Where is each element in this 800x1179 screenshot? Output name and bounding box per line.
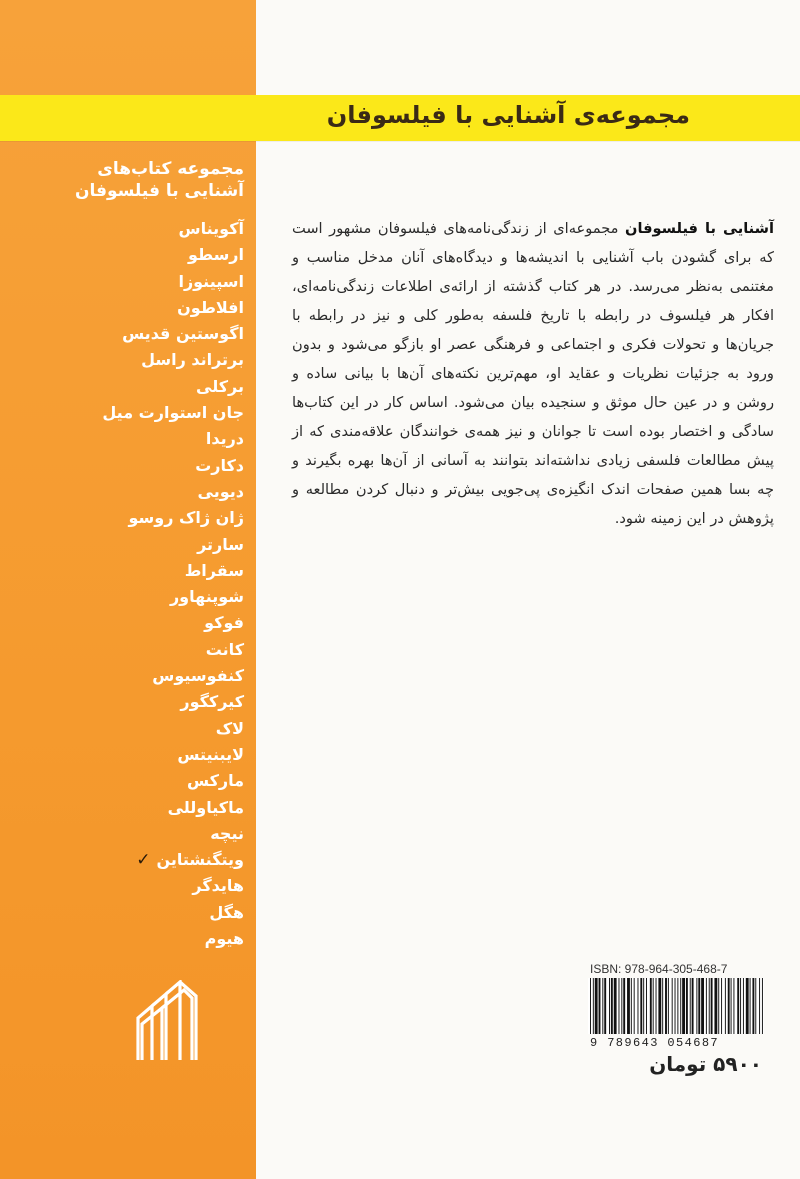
- barcode-bar: [599, 978, 601, 1034]
- barcode-bar: [731, 978, 732, 1034]
- barcode-bar: [646, 978, 647, 1034]
- philosopher-title-item: [14, 926, 244, 952]
- barcode-bar: [755, 978, 756, 1034]
- barcode-bar: [590, 978, 591, 1034]
- barcode-bar: [709, 978, 710, 1034]
- barcode-digits: 9 789643 054687: [590, 1036, 720, 1050]
- barcode-bar: [634, 978, 635, 1034]
- description-body: مجموعه‌ای از زندگی‌نامه‌های فیلسوفان مشهور است که برای گشودن باب آشنایی با اندیشه‌ها و دیدگاه‌های آنان مدخل مناسب و مغتنمی به‌نظر می‌رسد. در هر کتاب گذشته از ارائه‌ی اطلاعات زندگی‌نامه‌ای، افکار هر فیلسوف در رابطه با تاریخ فلسفه به‌طور کلی و نیز در رابطه با جریان‌ها و تحولات فکری و اجتماعی و فرهنگی عصر او بازگو می‌شود و بدون ورود به جزئیات نظریات و عقاید او، مهم‌ترین نکته‌های آن‌ها با بیانی ساده و روشن و در عین حال موثق و سنجیده بیان می‌شود. اساس کار در این کتاب‌ها سادگی و اختصار بوده است تا جوانان و نیز همه‌ی خوانندگان علاقه‌مندی که از پیش مطالعات فلسفی زیادی نداشته‌اند بتوانند به آسانی از آن‌ها بهره بگیرند و چه بسا همین صفحات اندک انگیزه‌ی پی‌جویی بیش‌تر و دنبال کردن مطالعه و پژوهش در این زمینه شود.: [292, 220, 774, 527]
- barcode-bar: [602, 978, 603, 1034]
- publisher-logo-icon: [132, 980, 202, 1062]
- barcode-bar: [643, 978, 644, 1034]
- series-description: [292, 214, 774, 533]
- philosopher-title-item: [14, 558, 244, 584]
- barcode-bar: [623, 978, 625, 1034]
- series-heading-line1: مجموعه کتاب‌های: [97, 159, 244, 179]
- barcode: [588, 978, 764, 1034]
- philosopher-title-item: [14, 242, 244, 268]
- barcode-bar: [611, 978, 613, 1034]
- barcode-bar: [686, 978, 688, 1034]
- series-heading-line2: آشنایی با فیلسوفان: [74, 181, 244, 201]
- barcode-bar: [714, 978, 717, 1034]
- barcode-bar: [638, 978, 639, 1034]
- barcode-bar: [653, 978, 654, 1034]
- philosopher-title-item: [14, 900, 244, 926]
- barcode-bar: [690, 978, 691, 1034]
- barcode-bar: [658, 978, 661, 1034]
- barcode-bar: [737, 978, 739, 1034]
- price-label: ۵۹۰۰ تومان: [649, 1052, 762, 1076]
- series-list-heading: [24, 158, 244, 202]
- barcode-bar: [614, 978, 617, 1034]
- philosopher-title-label: سقراط: [184, 560, 244, 580]
- barcode-bar: [706, 978, 707, 1034]
- philosopher-title-label: آکویناس: [178, 219, 244, 238]
- barcode-bar: [593, 978, 594, 1034]
- philosopher-title-label: برکلی: [196, 376, 244, 396]
- barcode-bar: [728, 978, 730, 1034]
- philosopher-title-label: جان استوارت میل: [102, 403, 244, 423]
- philosopher-title-item: [14, 453, 244, 479]
- barcode-bar: [752, 978, 754, 1034]
- philosopher-title-item: [14, 505, 244, 531]
- philosopher-title-label: سارتر: [197, 534, 244, 554]
- philosopher-title-item: [14, 374, 244, 400]
- philosopher-title-label: هگل: [209, 902, 244, 922]
- barcode-bar: [750, 978, 751, 1034]
- philosopher-title-item: [14, 269, 244, 295]
- philosopher-title-label: ویتگنشتاین: [156, 850, 244, 870]
- philosopher-title-label: اگوستین قدیس: [122, 324, 244, 344]
- barcode-bar: [725, 978, 726, 1034]
- philosopher-title-label: برتراند راسل: [141, 350, 244, 370]
- philosopher-title-item: [14, 637, 244, 663]
- philosopher-title-item: [14, 847, 244, 873]
- barcode-bar: [609, 978, 610, 1034]
- barcode-bar: [627, 978, 630, 1034]
- philosopher-title-item: [14, 873, 244, 899]
- checkmark-icon: ✓: [136, 850, 151, 871]
- philosopher-title-label: ارسطو: [187, 245, 244, 265]
- philosopher-title-label: لاک: [215, 718, 244, 738]
- barcode-bar: [701, 978, 704, 1034]
- barcode-bar: [662, 978, 663, 1034]
- philosopher-title-item: [14, 821, 244, 847]
- philosopher-title-label: اسپینوزا: [178, 271, 244, 291]
- barcode-bar: [650, 978, 652, 1034]
- philosopher-title-item: [14, 321, 244, 347]
- barcode-bar: [668, 978, 669, 1034]
- philosopher-title-label: شوپنهاور: [169, 587, 244, 607]
- banner-title: مجموعه‌ی آشنایی با فیلسوفان: [326, 101, 690, 129]
- philosopher-title-item: [14, 347, 244, 373]
- barcode-bar: [675, 978, 676, 1034]
- philosopher-title-label: افلاطون: [177, 297, 244, 317]
- philosopher-title-label: کانت: [205, 639, 244, 659]
- philosopher-title-item: [14, 795, 244, 821]
- barcode-bar: [698, 978, 700, 1034]
- philosopher-title-item: [14, 426, 244, 452]
- philosopher-title-item: [14, 479, 244, 505]
- philosopher-title-item: [14, 584, 244, 610]
- philosopher-title-label: ژان ژاک روسو: [128, 508, 244, 528]
- philosopher-title-item: [14, 689, 244, 715]
- philosopher-title-item: [14, 216, 244, 242]
- barcode-bar: [759, 978, 760, 1034]
- philosopher-title-label: کنفوسیوس: [152, 666, 244, 686]
- barcode-bar: [672, 978, 673, 1034]
- barcode-bar: [696, 978, 697, 1034]
- barcode-bar: [711, 978, 713, 1034]
- philosopher-title-item: [14, 768, 244, 794]
- philosopher-title-label: هیوم: [204, 929, 244, 949]
- philosopher-title-label: دیویی: [197, 481, 244, 501]
- barcode-bar: [604, 978, 606, 1034]
- barcode-bar: [733, 978, 734, 1034]
- barcode-bar: [692, 978, 694, 1034]
- barcode-bar: [631, 978, 632, 1034]
- philosopher-title-label: فوکو: [204, 613, 244, 633]
- philosopher-title-label: لایبنیتس: [177, 744, 244, 764]
- philosopher-title-item: [14, 400, 244, 426]
- philosopher-title-label: ماکیاوللی: [167, 797, 244, 817]
- barcode-bar: [665, 978, 667, 1034]
- philosopher-title-label: کیرکگور: [180, 692, 244, 712]
- barcode-bar: [721, 978, 722, 1034]
- barcode-bar: [656, 978, 657, 1034]
- philosopher-title-item: [14, 716, 244, 742]
- philosopher-title-item: [14, 532, 244, 558]
- philosopher-title-label: مارکس: [186, 771, 244, 791]
- philosopher-title-label: هایدگر: [192, 876, 244, 896]
- philosopher-title-item: [14, 610, 244, 636]
- philosopher-title-item: [14, 663, 244, 689]
- barcode-bar: [743, 978, 744, 1034]
- barcode-bar: [746, 978, 749, 1034]
- barcode-bar: [740, 978, 741, 1034]
- philosopher-title-label: نیچه: [210, 823, 244, 843]
- description-lead: آشنایی با فیلسوفان: [625, 220, 774, 237]
- barcode-bar: [762, 978, 763, 1034]
- barcode-bar: [680, 978, 681, 1034]
- barcode-bar: [621, 978, 622, 1034]
- barcode-bar: [682, 978, 685, 1034]
- barcode-bar: [677, 978, 678, 1034]
- philosopher-title-item: [14, 295, 244, 321]
- barcode-bar: [619, 978, 620, 1034]
- isbn-label: ISBN: 978-964-305-468-7: [590, 962, 728, 976]
- philosopher-title-label: دکارت: [195, 455, 244, 475]
- philosopher-title-list: [14, 216, 244, 952]
- barcode-bar: [718, 978, 719, 1034]
- barcode-bar: [640, 978, 642, 1034]
- barcode-bar: [595, 978, 598, 1034]
- series-banner: [0, 95, 800, 141]
- philosopher-title-label: دریدا: [205, 429, 244, 449]
- philosopher-title-item: [14, 742, 244, 768]
